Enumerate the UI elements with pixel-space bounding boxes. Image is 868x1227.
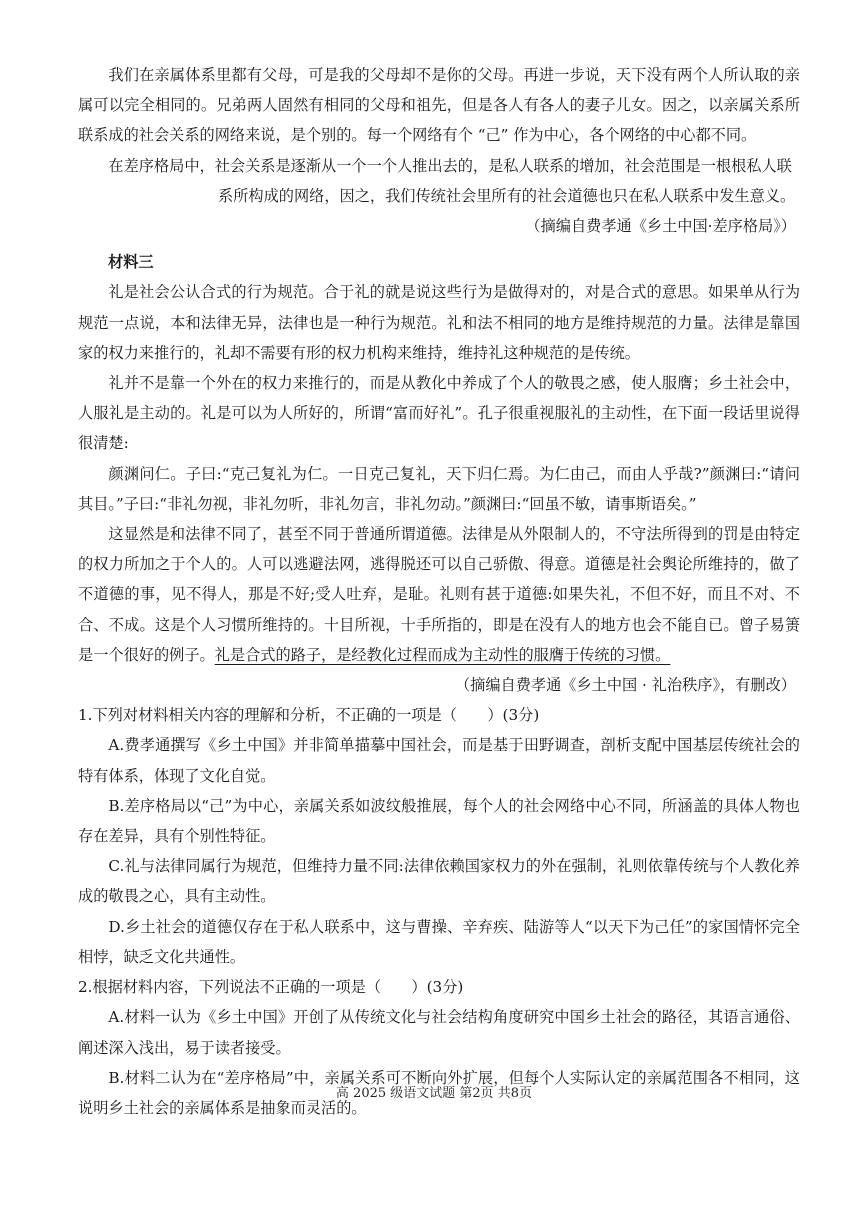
question-2-stem: 2.根据材料内容，下列说法不正确的一项是（ ）(3分) — [78, 978, 464, 997]
question-1-option-d: D.乡土社会的道德仅存在于私人联系中，这与曹操、辛弃疾、陆游等人“以天下为己任”的家国情怀完全相悖，缺乏文化共通性。 — [78, 917, 800, 966]
section2-paragraph-2-line2: 系所构成的网络，因之，我们传统社会里所有的社会道德也只在私人联系中发生意义。 — [218, 186, 796, 205]
question-1-stem: 1.下列对材料相关内容的理解和分析，不正确的一项是（ ）(3分) — [78, 706, 540, 725]
section3-paragraph-2: 礼并不是靠一个外在的权力来推行的，而是从教化中养成了个人的敬畏之感，使人服膺；乡土社会中，人服礼是主动的。礼是可以为人所好的，所谓“富而好礼”。孔子很重视服礼的主动性，在下面一段话里说得很清楚: — [78, 374, 800, 453]
section3-paragraph-1: 礼是社会公认合式的行为规范。合于礼的就是说这些行为是做得对的，对是合式的意思。如果单从行为规范一点说，本和法律无异，法律也是一种行为规范。礼和法不相同的地方是维持规范的力量。法律是靠国家的权力来推行的，礼却不需要有形的权力机构来维持，维持礼这种规范的是传统。 — [78, 283, 800, 362]
underlined-sentence: 礼是合式的路子，是经教化过程而成为主动性的服膺于传统的习惯。 — [214, 645, 671, 664]
section2-paragraph-1: 我们在亲属体系里都有父母，可是我的父母却不是你的父母。再进一步说，天下没有两个人所认取的亲属可以完全相同的。兄弟两人固然有相同的父母和祖先，但是各人有各人的妻子儿女。因之，以亲属关系所联系成的社会关系的网络来说，是个别的。每一个网络有个 “己” 作为中心，各个网络的中心都不同。 — [78, 66, 800, 145]
section2-source: （摘编自费孝通《乡土中国·差序格局》） — [525, 217, 796, 236]
material3-heading: 材料三 — [108, 253, 154, 272]
section3-quote-paragraph: 颜渊问仁。子曰:“克己复礼为仁。一日克己复礼，天下归仁焉。为仁由己，而由人乎哉?”颜渊曰:“请问其目。”子曰:“非礼勿视，非礼勿听，非礼勿言，非礼勿动。”颜渊曰:“回虽不敏，请事斯语矣。” — [78, 464, 800, 513]
page-content — [78, 60, 800, 1123]
question-1-option-a: A.费孝通撰写《乡土中国》并非简单描摹中国社会，而是基于田野调查，剖析支配中国基层传统社会的特有体系，体现了文化自觉。 — [78, 736, 800, 785]
question-2-option-b: B.材料二认为在“差序格局”中，亲属关系可不断向外扩展，但每个人实际认定的亲属范围各不相同，这说明乡土社会的亲属体系是抽象而灵活的。 — [78, 1068, 800, 1117]
question-1-option-c: C.礼与法律同属行为规范，但维持力量不同:法律依赖国家权力的外在强制，礼则依靠传统与个人教化养成的敬畏之心，具有主动性。 — [78, 857, 800, 906]
section2-paragraph-2-line1: 在差序格局中，社会关系是逐渐从一个一个人推出去的，是私人联系的增加，社会范围是一根根私人联 — [108, 156, 792, 175]
page-footer: 高 2025 级语文试题 第2页 共8页 — [335, 1086, 533, 1101]
question-1-option-b: B.差序格局以“己”为中心，亲属关系如波纹般推展，每个人的社会网络中心不同，所涵盖的具体人物也存在差异，具有个别性特征。 — [78, 796, 800, 846]
question-2-option-a: A.材料一认为《乡土中国》开创了从传统文化与社会结构角度研究中国乡土社会的路径，其语言通俗、阐述深入浅出，易于读者接受。 — [78, 1008, 800, 1057]
section3-paragraph-4 — [78, 519, 800, 670]
section3-paragraph-4-text: 这显然是和法律不同了，甚至不同于普通所谓道德。法律是从外限制人的，不守法所得到的罚是由特定的权力所加之于个人的。人可以逃避法网，逃得脱还可以自己骄傲、得意。道德是社会舆论所维持的，做了不道德的事，见不得人，那是不好;受人吐弃，是耻。礼则有甚于道德:如果失礼，不但不好，而且不对、不合、不成。这是个人习惯所维持的。十目所视，十手所指的，即是在没有人的地方也会不能自已。曾子易箦是一个很好的例子。 — [78, 525, 800, 664]
section3-source: （摘编自费孝通《乡土中国 · 礼治秩序》，有删改） — [454, 676, 796, 695]
